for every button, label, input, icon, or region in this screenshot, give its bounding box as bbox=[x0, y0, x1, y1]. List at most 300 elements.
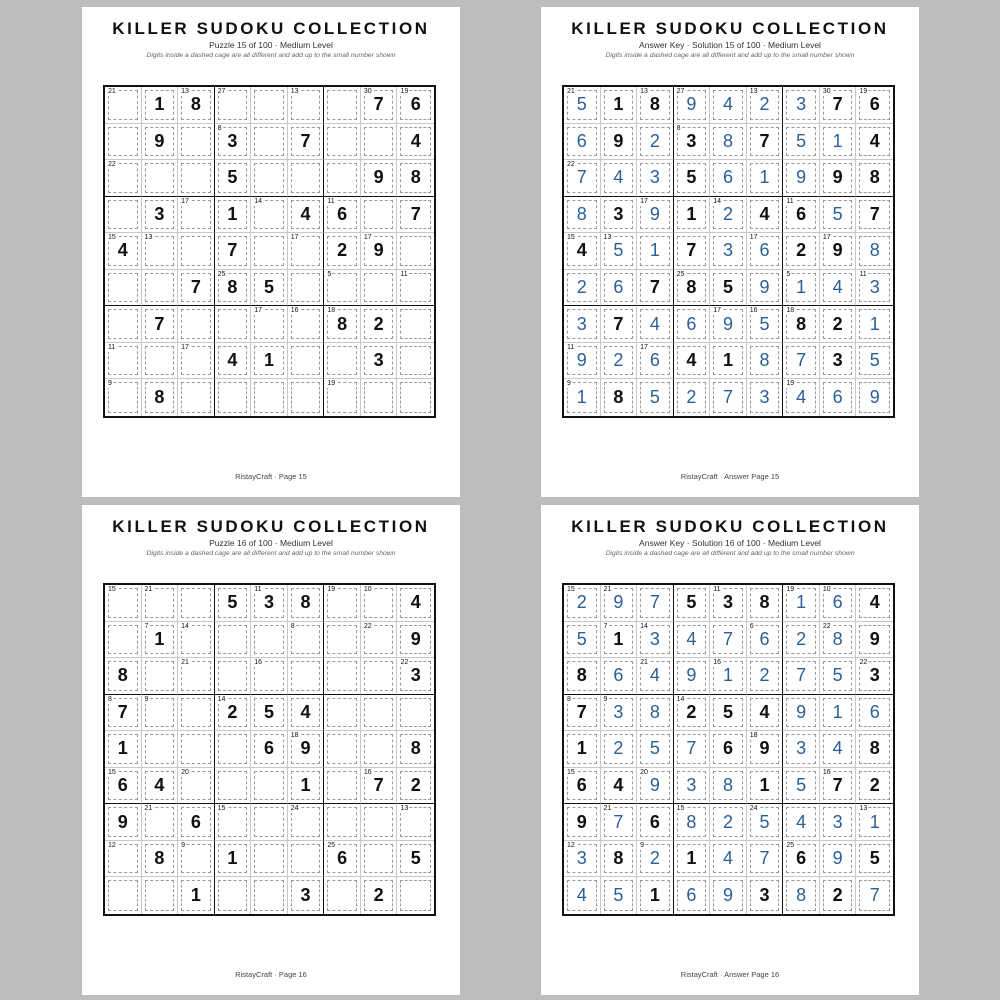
given-digit: 5 bbox=[686, 592, 697, 613]
cage-sum: 15 bbox=[676, 805, 685, 813]
sudoku-cell bbox=[324, 622, 361, 659]
sudoku-cell bbox=[142, 306, 179, 343]
given-digit: 8 bbox=[649, 94, 660, 115]
sudoku-cell bbox=[564, 877, 601, 914]
given-digit: 7 bbox=[832, 94, 843, 115]
given-digit: 5 bbox=[722, 701, 733, 722]
sudoku-cell bbox=[820, 343, 857, 380]
sudoku-cell bbox=[288, 622, 325, 659]
sudoku-cell bbox=[564, 379, 601, 416]
sudoku-cell bbox=[105, 270, 142, 307]
cage-sum: 19 bbox=[859, 88, 868, 95]
solution-digit: 3 bbox=[576, 313, 587, 334]
cage-sum: 27 bbox=[217, 88, 226, 95]
given-digit: 6 bbox=[117, 775, 128, 796]
sudoku-cell bbox=[288, 343, 325, 380]
given-digit: 2 bbox=[227, 701, 238, 722]
sudoku-cell bbox=[856, 270, 893, 307]
given-digit: 5 bbox=[410, 848, 421, 869]
solution-digit: 1 bbox=[796, 592, 807, 613]
sudoku-cell bbox=[637, 124, 674, 161]
sudoku-cell bbox=[674, 233, 711, 270]
cage-sum: 21 bbox=[603, 805, 612, 813]
sudoku-cell bbox=[397, 197, 434, 234]
cage-sum: 19 bbox=[786, 380, 795, 388]
sudoku-cell bbox=[105, 343, 142, 380]
solution-digit: 4 bbox=[796, 387, 807, 408]
sudoku-cell bbox=[361, 804, 398, 841]
sudoku-cell bbox=[288, 658, 325, 695]
sudoku-cell bbox=[397, 343, 434, 380]
sudoku-cell bbox=[783, 695, 820, 732]
given-digit: 4 bbox=[300, 203, 311, 224]
given-digit: 1 bbox=[613, 628, 624, 649]
sudoku-cell bbox=[783, 124, 820, 161]
sudoku-cell bbox=[820, 124, 857, 161]
given-digit: 2 bbox=[410, 775, 421, 796]
given-digit: 4 bbox=[686, 350, 697, 371]
sudoku-cell bbox=[178, 731, 215, 768]
given-digit: 8 bbox=[337, 313, 348, 334]
cage-sum: 9 bbox=[108, 380, 112, 388]
solution-digit: 6 bbox=[576, 130, 587, 151]
given-digit: 4 bbox=[759, 701, 770, 722]
cage-sum: 8 bbox=[217, 124, 222, 132]
sudoku-cell bbox=[142, 695, 179, 732]
cage-sum: 8 bbox=[108, 695, 112, 703]
sudoku-cell bbox=[288, 731, 325, 768]
given-digit: 3 bbox=[154, 203, 165, 224]
given-digit: 8 bbox=[300, 592, 311, 613]
sudoku-cell bbox=[783, 731, 820, 768]
page-subtitle: Answer Key · Solution 15 of 100 · Medium Level bbox=[639, 40, 821, 50]
given-digit: 1 bbox=[613, 94, 624, 115]
given-digit: 6 bbox=[337, 203, 348, 224]
cage-sum: 7 bbox=[603, 622, 608, 630]
solution-digit: 5 bbox=[796, 775, 807, 796]
sudoku-cell bbox=[288, 233, 325, 270]
given-digit: 2 bbox=[832, 313, 843, 334]
cage-sum: 17 bbox=[254, 307, 263, 315]
sudoku-cell bbox=[601, 306, 638, 343]
solution-digit: 5 bbox=[613, 240, 624, 261]
sudoku-cell bbox=[783, 306, 820, 343]
given-digit: 4 bbox=[410, 130, 421, 151]
sudoku-cell bbox=[564, 731, 601, 768]
sudoku-cell bbox=[820, 731, 857, 768]
cage-sum: 9 bbox=[603, 695, 608, 703]
given-digit: 1 bbox=[759, 775, 770, 796]
sudoku-cell bbox=[637, 731, 674, 768]
given-digit: 7 bbox=[686, 240, 697, 261]
cage-sum: 22 bbox=[859, 659, 868, 667]
instructions: Digits inside a dashed cage are all different and add up to the small number shown bbox=[146, 52, 396, 59]
cage-sum: 15 bbox=[108, 234, 116, 242]
cage-sum: 27 bbox=[676, 88, 685, 95]
given-digit: 2 bbox=[373, 313, 384, 334]
cage-sum: 25 bbox=[786, 841, 795, 849]
sudoku-cell bbox=[178, 877, 215, 914]
solution-digit: 6 bbox=[869, 701, 880, 722]
cage-sum: 15 bbox=[217, 805, 226, 813]
sudoku-cell bbox=[178, 160, 215, 197]
given-digit: 5 bbox=[227, 592, 238, 613]
sudoku-cell bbox=[361, 731, 398, 768]
instructions: Digits inside a dashed cage are all different and add up to the small number shown bbox=[605, 52, 855, 59]
sudoku-cell bbox=[564, 160, 601, 197]
cage-sum: 17 bbox=[181, 343, 189, 351]
solution-digit: 4 bbox=[576, 885, 587, 906]
sudoku-cell bbox=[142, 804, 179, 841]
solution-digit: 6 bbox=[759, 240, 770, 261]
sudoku-cell bbox=[747, 768, 784, 805]
sudoku-cell bbox=[142, 343, 179, 380]
solution-digit: 1 bbox=[796, 277, 807, 298]
solution-digit: 2 bbox=[613, 738, 624, 759]
sudoku-cell bbox=[674, 379, 711, 416]
sudoku-cell bbox=[710, 270, 747, 307]
sudoku-cell bbox=[601, 124, 638, 161]
cage-sum: 24 bbox=[749, 805, 758, 813]
given-digit: 8 bbox=[869, 738, 880, 759]
sudoku-cell bbox=[674, 622, 711, 659]
sudoku-cell bbox=[251, 585, 288, 622]
sudoku-cell bbox=[674, 731, 711, 768]
cage-sum: 25 bbox=[217, 270, 226, 278]
cage-sum: 16 bbox=[822, 768, 831, 776]
cage-sum: 15 bbox=[108, 586, 116, 593]
sudoku-cell bbox=[142, 233, 179, 270]
sudoku-cell bbox=[361, 270, 398, 307]
solution-digit: 4 bbox=[796, 811, 807, 832]
given-digit: 3 bbox=[722, 592, 733, 613]
cage-sum: 16 bbox=[290, 307, 299, 315]
sudoku-cell bbox=[674, 270, 711, 307]
solution-digit: 6 bbox=[686, 885, 697, 906]
cage-sum: 15 bbox=[567, 234, 575, 242]
sudoku-cell bbox=[710, 585, 747, 622]
sudoku-cell bbox=[637, 695, 674, 732]
solution-digit: 9 bbox=[722, 313, 733, 334]
solution-digit: 4 bbox=[832, 277, 843, 298]
sudoku-cell bbox=[251, 622, 288, 659]
given-digit: 8 bbox=[410, 738, 421, 759]
given-digit: 8 bbox=[869, 167, 880, 188]
sudoku-cell bbox=[710, 804, 747, 841]
sudoku-cell bbox=[178, 658, 215, 695]
sudoku-cell bbox=[142, 197, 179, 234]
given-digit: 8 bbox=[576, 665, 587, 686]
cage-sum: 14 bbox=[640, 622, 648, 630]
sudoku-cell bbox=[324, 841, 361, 878]
given-digit: 1 bbox=[576, 738, 587, 759]
sudoku-cell bbox=[747, 87, 784, 124]
given-digit: 9 bbox=[832, 240, 843, 261]
sudoku-cell bbox=[324, 877, 361, 914]
sudoku-grid bbox=[103, 85, 436, 418]
sudoku-cell bbox=[820, 197, 857, 234]
given-digit: 1 bbox=[117, 738, 128, 759]
solution-digit: 3 bbox=[613, 701, 624, 722]
sudoku-cell bbox=[710, 731, 747, 768]
solution-digit: 4 bbox=[649, 665, 660, 686]
sudoku-cell bbox=[251, 343, 288, 380]
sudoku-cell bbox=[142, 877, 179, 914]
sudoku-cell bbox=[820, 658, 857, 695]
sudoku-cell bbox=[215, 379, 252, 416]
sudoku-cell bbox=[324, 585, 361, 622]
cage-sum: 15 bbox=[567, 586, 575, 593]
sudoku-cell bbox=[288, 379, 325, 416]
solution-digit: 8 bbox=[722, 775, 733, 796]
given-digit: 1 bbox=[154, 628, 165, 649]
cage-sum: 21 bbox=[640, 659, 648, 667]
solution-digit: 8 bbox=[576, 203, 587, 224]
given-digit: 8 bbox=[227, 277, 238, 298]
sudoku-cell bbox=[783, 768, 820, 805]
sudoku-cell bbox=[637, 306, 674, 343]
sudoku-cell bbox=[564, 804, 601, 841]
solution-digit: 2 bbox=[613, 350, 624, 371]
cage-sum: 22 bbox=[108, 161, 116, 169]
cage-sum: 7 bbox=[144, 622, 149, 630]
solution-digit: 6 bbox=[832, 592, 843, 613]
sudoku-cell bbox=[215, 197, 252, 234]
sudoku-cell bbox=[251, 658, 288, 695]
sudoku-cell bbox=[710, 124, 747, 161]
given-digit: 3 bbox=[263, 592, 274, 613]
sudoku-cell bbox=[674, 585, 711, 622]
cage-sum: 17 bbox=[713, 307, 722, 315]
given-digit: 6 bbox=[796, 848, 807, 869]
solution-digit: 7 bbox=[796, 665, 807, 686]
solution-digit: 8 bbox=[869, 240, 880, 261]
solution-digit: 8 bbox=[722, 130, 733, 151]
sudoku-cell bbox=[820, 585, 857, 622]
solution-digit: 1 bbox=[649, 240, 660, 261]
sudoku-cell bbox=[601, 160, 638, 197]
sudoku-cell bbox=[397, 270, 434, 307]
sudoku-cell bbox=[637, 87, 674, 124]
sudoku-cell bbox=[105, 695, 142, 732]
cage-sum: 11 bbox=[254, 586, 262, 593]
solution-digit: 6 bbox=[686, 313, 697, 334]
cage-sum: 18 bbox=[749, 732, 758, 740]
sudoku-cell bbox=[564, 768, 601, 805]
sudoku-cell bbox=[361, 622, 398, 659]
cage-sum: 22 bbox=[363, 622, 372, 630]
sudoku-cell bbox=[397, 233, 434, 270]
sudoku-cell bbox=[710, 877, 747, 914]
sudoku-cell bbox=[215, 622, 252, 659]
sudoku-cell bbox=[564, 87, 601, 124]
given-digit: 2 bbox=[869, 775, 880, 796]
solution-digit: 9 bbox=[722, 885, 733, 906]
given-digit: 9 bbox=[576, 811, 587, 832]
sudoku-cell bbox=[105, 87, 142, 124]
given-digit: 2 bbox=[686, 701, 697, 722]
sudoku-cell bbox=[215, 233, 252, 270]
cage-sum: 11 bbox=[327, 197, 335, 205]
sudoku-cell bbox=[178, 768, 215, 805]
given-digit: 3 bbox=[227, 130, 238, 151]
sudoku-cell bbox=[142, 622, 179, 659]
solution-digit: 3 bbox=[576, 848, 587, 869]
cage-sum: 9 bbox=[144, 695, 149, 703]
cage-sum: 21 bbox=[144, 805, 153, 813]
solution-digit: 5 bbox=[759, 313, 770, 334]
solution-digit: 5 bbox=[796, 130, 807, 151]
sudoku-cell bbox=[856, 233, 893, 270]
given-digit: 5 bbox=[869, 848, 880, 869]
sudoku-cell bbox=[674, 804, 711, 841]
cage-sum: 17 bbox=[640, 343, 648, 351]
given-digit: 7 bbox=[649, 277, 660, 298]
sudoku-cell bbox=[361, 695, 398, 732]
sudoku-cell bbox=[783, 197, 820, 234]
solution-digit: 1 bbox=[869, 811, 880, 832]
cage-sum: 21 bbox=[603, 586, 612, 593]
sudoku-cell bbox=[288, 87, 325, 124]
solution-digit: 9 bbox=[869, 387, 880, 408]
given-digit: 6 bbox=[190, 811, 201, 832]
sudoku-cell bbox=[361, 306, 398, 343]
page-footer: RistayCraft · Answer Page 16 bbox=[680, 970, 780, 979]
given-digit: 4 bbox=[227, 350, 238, 371]
cage-sum: 17 bbox=[363, 234, 372, 242]
solution-digit: 7 bbox=[796, 350, 807, 371]
given-digit: 3 bbox=[613, 203, 624, 224]
given-digit: 8 bbox=[410, 167, 421, 188]
sudoku-cell bbox=[251, 197, 288, 234]
solution-digit: 2 bbox=[576, 592, 587, 613]
given-digit: 6 bbox=[263, 738, 274, 759]
sudoku-cell bbox=[215, 270, 252, 307]
sudoku-cell bbox=[142, 87, 179, 124]
solution-digit: 3 bbox=[869, 277, 880, 298]
solution-digit: 3 bbox=[649, 167, 660, 188]
sudoku-cell bbox=[710, 233, 747, 270]
given-digit: 4 bbox=[117, 240, 128, 261]
given-digit: 7 bbox=[832, 775, 843, 796]
sudoku-cell bbox=[142, 585, 179, 622]
sudoku-cell bbox=[215, 768, 252, 805]
solution-digit: 9 bbox=[796, 701, 807, 722]
cage-sum: 25 bbox=[676, 270, 685, 278]
sudoku-cell bbox=[856, 343, 893, 380]
given-digit: 5 bbox=[263, 277, 274, 298]
page-title: KILLER SUDOKU COLLECTION bbox=[571, 19, 889, 38]
solution-digit: 8 bbox=[759, 350, 770, 371]
sudoku-cell bbox=[674, 306, 711, 343]
given-digit: 2 bbox=[337, 240, 348, 261]
cage-sum: 18 bbox=[786, 307, 795, 315]
sudoku-cell bbox=[251, 379, 288, 416]
sudoku-cell bbox=[783, 841, 820, 878]
sudoku-cell bbox=[288, 306, 325, 343]
sudoku-cell bbox=[397, 160, 434, 197]
sudoku-cell bbox=[783, 160, 820, 197]
sudoku-cell bbox=[142, 841, 179, 878]
solution-digit: 7 bbox=[649, 592, 660, 613]
sudoku-cell bbox=[856, 197, 893, 234]
given-digit: 3 bbox=[410, 665, 421, 686]
solution-digit: 5 bbox=[576, 628, 587, 649]
sudoku-cell bbox=[105, 622, 142, 659]
solution-digit: 3 bbox=[832, 811, 843, 832]
given-digit: 1 bbox=[686, 203, 697, 224]
sudoku-cell bbox=[288, 804, 325, 841]
sudoku-cell bbox=[783, 658, 820, 695]
sudoku-cell bbox=[251, 233, 288, 270]
sudoku-cell bbox=[820, 233, 857, 270]
given-digit: 7 bbox=[373, 775, 384, 796]
sudoku-cell bbox=[105, 585, 142, 622]
sudoku-cell bbox=[288, 585, 325, 622]
cage-sum: 11 bbox=[108, 343, 116, 351]
sudoku-cell bbox=[178, 197, 215, 234]
sudoku-cell bbox=[215, 841, 252, 878]
sudoku-cell bbox=[747, 731, 784, 768]
sudoku-cell bbox=[105, 233, 142, 270]
cage-sum: 21 bbox=[108, 88, 116, 95]
sudoku-cell bbox=[105, 160, 142, 197]
sudoku-cell bbox=[215, 343, 252, 380]
given-digit: 6 bbox=[576, 775, 587, 796]
sudoku-cell bbox=[251, 804, 288, 841]
sudoku-cell bbox=[601, 877, 638, 914]
sudoku-cell bbox=[747, 622, 784, 659]
cage-sum: 14 bbox=[217, 695, 226, 703]
solution-digit: 1 bbox=[832, 130, 843, 151]
solution-digit: 3 bbox=[759, 387, 770, 408]
given-digit: 8 bbox=[796, 313, 807, 334]
sudoku-cell bbox=[601, 731, 638, 768]
sudoku-cell bbox=[397, 658, 434, 695]
solution-digit: 3 bbox=[796, 94, 807, 115]
sudoku-cell bbox=[142, 731, 179, 768]
sudoku-cell bbox=[747, 270, 784, 307]
cage-sum: 16 bbox=[749, 307, 758, 315]
given-digit: 9 bbox=[869, 628, 880, 649]
sudoku-cell bbox=[820, 306, 857, 343]
solution-digit: 1 bbox=[832, 701, 843, 722]
cage-sum: 17 bbox=[822, 234, 831, 242]
sudoku-cell bbox=[820, 270, 857, 307]
cage-sum: 30 bbox=[363, 88, 372, 95]
solution-digit: 8 bbox=[796, 885, 807, 906]
sudoku-cell bbox=[288, 197, 325, 234]
solution-digit: 7 bbox=[759, 848, 770, 869]
solution-digit: 2 bbox=[686, 387, 697, 408]
sudoku-cell bbox=[251, 124, 288, 161]
given-digit: 5 bbox=[686, 167, 697, 188]
solution-digit: 4 bbox=[649, 313, 660, 334]
sudoku-cell bbox=[105, 306, 142, 343]
cage-sum: 15 bbox=[567, 768, 575, 776]
solution-digit: 7 bbox=[722, 628, 733, 649]
sudoku-cell bbox=[747, 124, 784, 161]
sudoku-cell bbox=[783, 270, 820, 307]
sudoku-cell bbox=[637, 658, 674, 695]
sudoku-cell bbox=[601, 804, 638, 841]
given-digit: 1 bbox=[227, 848, 238, 869]
page-subtitle: Puzzle 16 of 100 · Medium Level bbox=[209, 538, 333, 548]
cage-sum: 13 bbox=[640, 88, 648, 95]
sudoku-cell bbox=[637, 622, 674, 659]
sudoku-cell bbox=[105, 877, 142, 914]
sudoku-cell bbox=[601, 379, 638, 416]
